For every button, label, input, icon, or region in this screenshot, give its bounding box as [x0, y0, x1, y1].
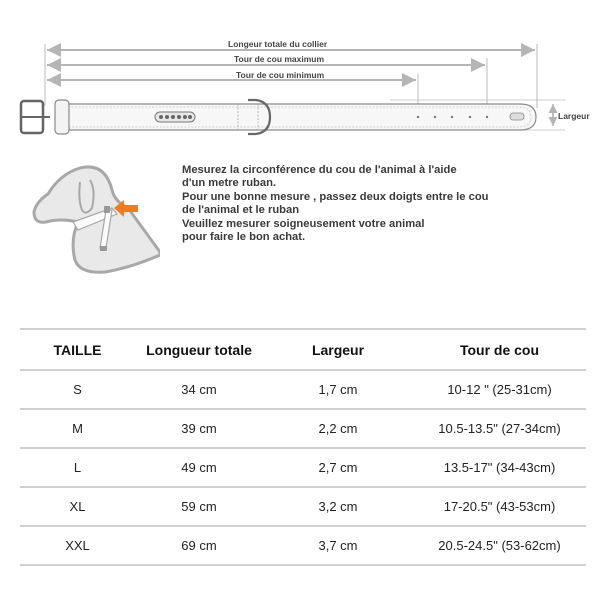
collar	[21, 100, 536, 134]
buckle-icon	[21, 101, 50, 133]
keeper-loop	[55, 100, 69, 134]
measurement-instructions	[182, 164, 488, 244]
instruction-line: d'un metre ruban.	[182, 177, 277, 190]
neck-min-label: Tour de cou minimum	[236, 70, 325, 80]
header-total-length: Longueur totale	[135, 329, 263, 370]
cell-total-length: 34 cm	[135, 370, 263, 409]
tip-tag-logo	[510, 113, 524, 120]
cell-total-length: 39 cm	[135, 409, 263, 448]
cell-size: S	[20, 370, 135, 409]
cell-neck: 20.5-24.5" (53-62cm)	[413, 526, 586, 565]
cell-width: 3,7 cm	[263, 526, 413, 565]
cell-neck: 10.5-13.5" (27-34cm)	[413, 409, 586, 448]
cell-total-length: 49 cm	[135, 448, 263, 487]
header-width: Largeur	[263, 329, 413, 370]
table-row	[20, 526, 586, 565]
table-row	[20, 487, 586, 526]
header-neck: Tour de cou	[413, 329, 586, 370]
cell-width: 2,2 cm	[263, 409, 413, 448]
cell-size: L	[20, 448, 135, 487]
table-row	[20, 448, 586, 487]
cell-size: XL	[20, 487, 135, 526]
instruction-line: Veuillez mesurer soigneusement votre animal	[182, 217, 425, 230]
cell-neck: 10-12 " (25-31cm)	[413, 370, 586, 409]
instruction-line: pour faire le bon achat.	[182, 231, 306, 244]
instruction-line: Mesurez la circonférence du cou de l'animal à l'aide	[182, 164, 457, 176]
width-label: Largeur	[558, 111, 590, 121]
cell-total-length: 59 cm	[135, 487, 263, 526]
size-table	[20, 328, 586, 566]
neck-max-label: Tour de cou maximum	[234, 54, 325, 64]
dog-measuring-illustration	[20, 150, 160, 280]
cell-width: 2,7 cm	[263, 448, 413, 487]
instruction-line: Pour une bonne mesure , passez deux doigts entre le cou	[182, 190, 489, 203]
cell-total-length: 69 cm	[135, 526, 263, 565]
cell-neck: 13.5-17" (34-43cm)	[413, 448, 586, 487]
table-row	[20, 370, 586, 409]
cell-size: M	[20, 409, 135, 448]
cell-width: 1,7 cm	[263, 370, 413, 409]
cell-width: 3,2 cm	[263, 487, 413, 526]
table-row	[20, 409, 586, 448]
header-size: TAILLE	[20, 329, 135, 370]
cell-neck: 17-20.5" (43-53cm)	[413, 487, 586, 526]
cell-size: XXL	[20, 526, 135, 565]
brand-plate-logo	[155, 112, 195, 122]
total-length-label: Longeur totale du collier	[228, 39, 328, 49]
table-header-row	[20, 329, 586, 370]
instruction-line: de l'animal et le ruban	[182, 204, 300, 217]
